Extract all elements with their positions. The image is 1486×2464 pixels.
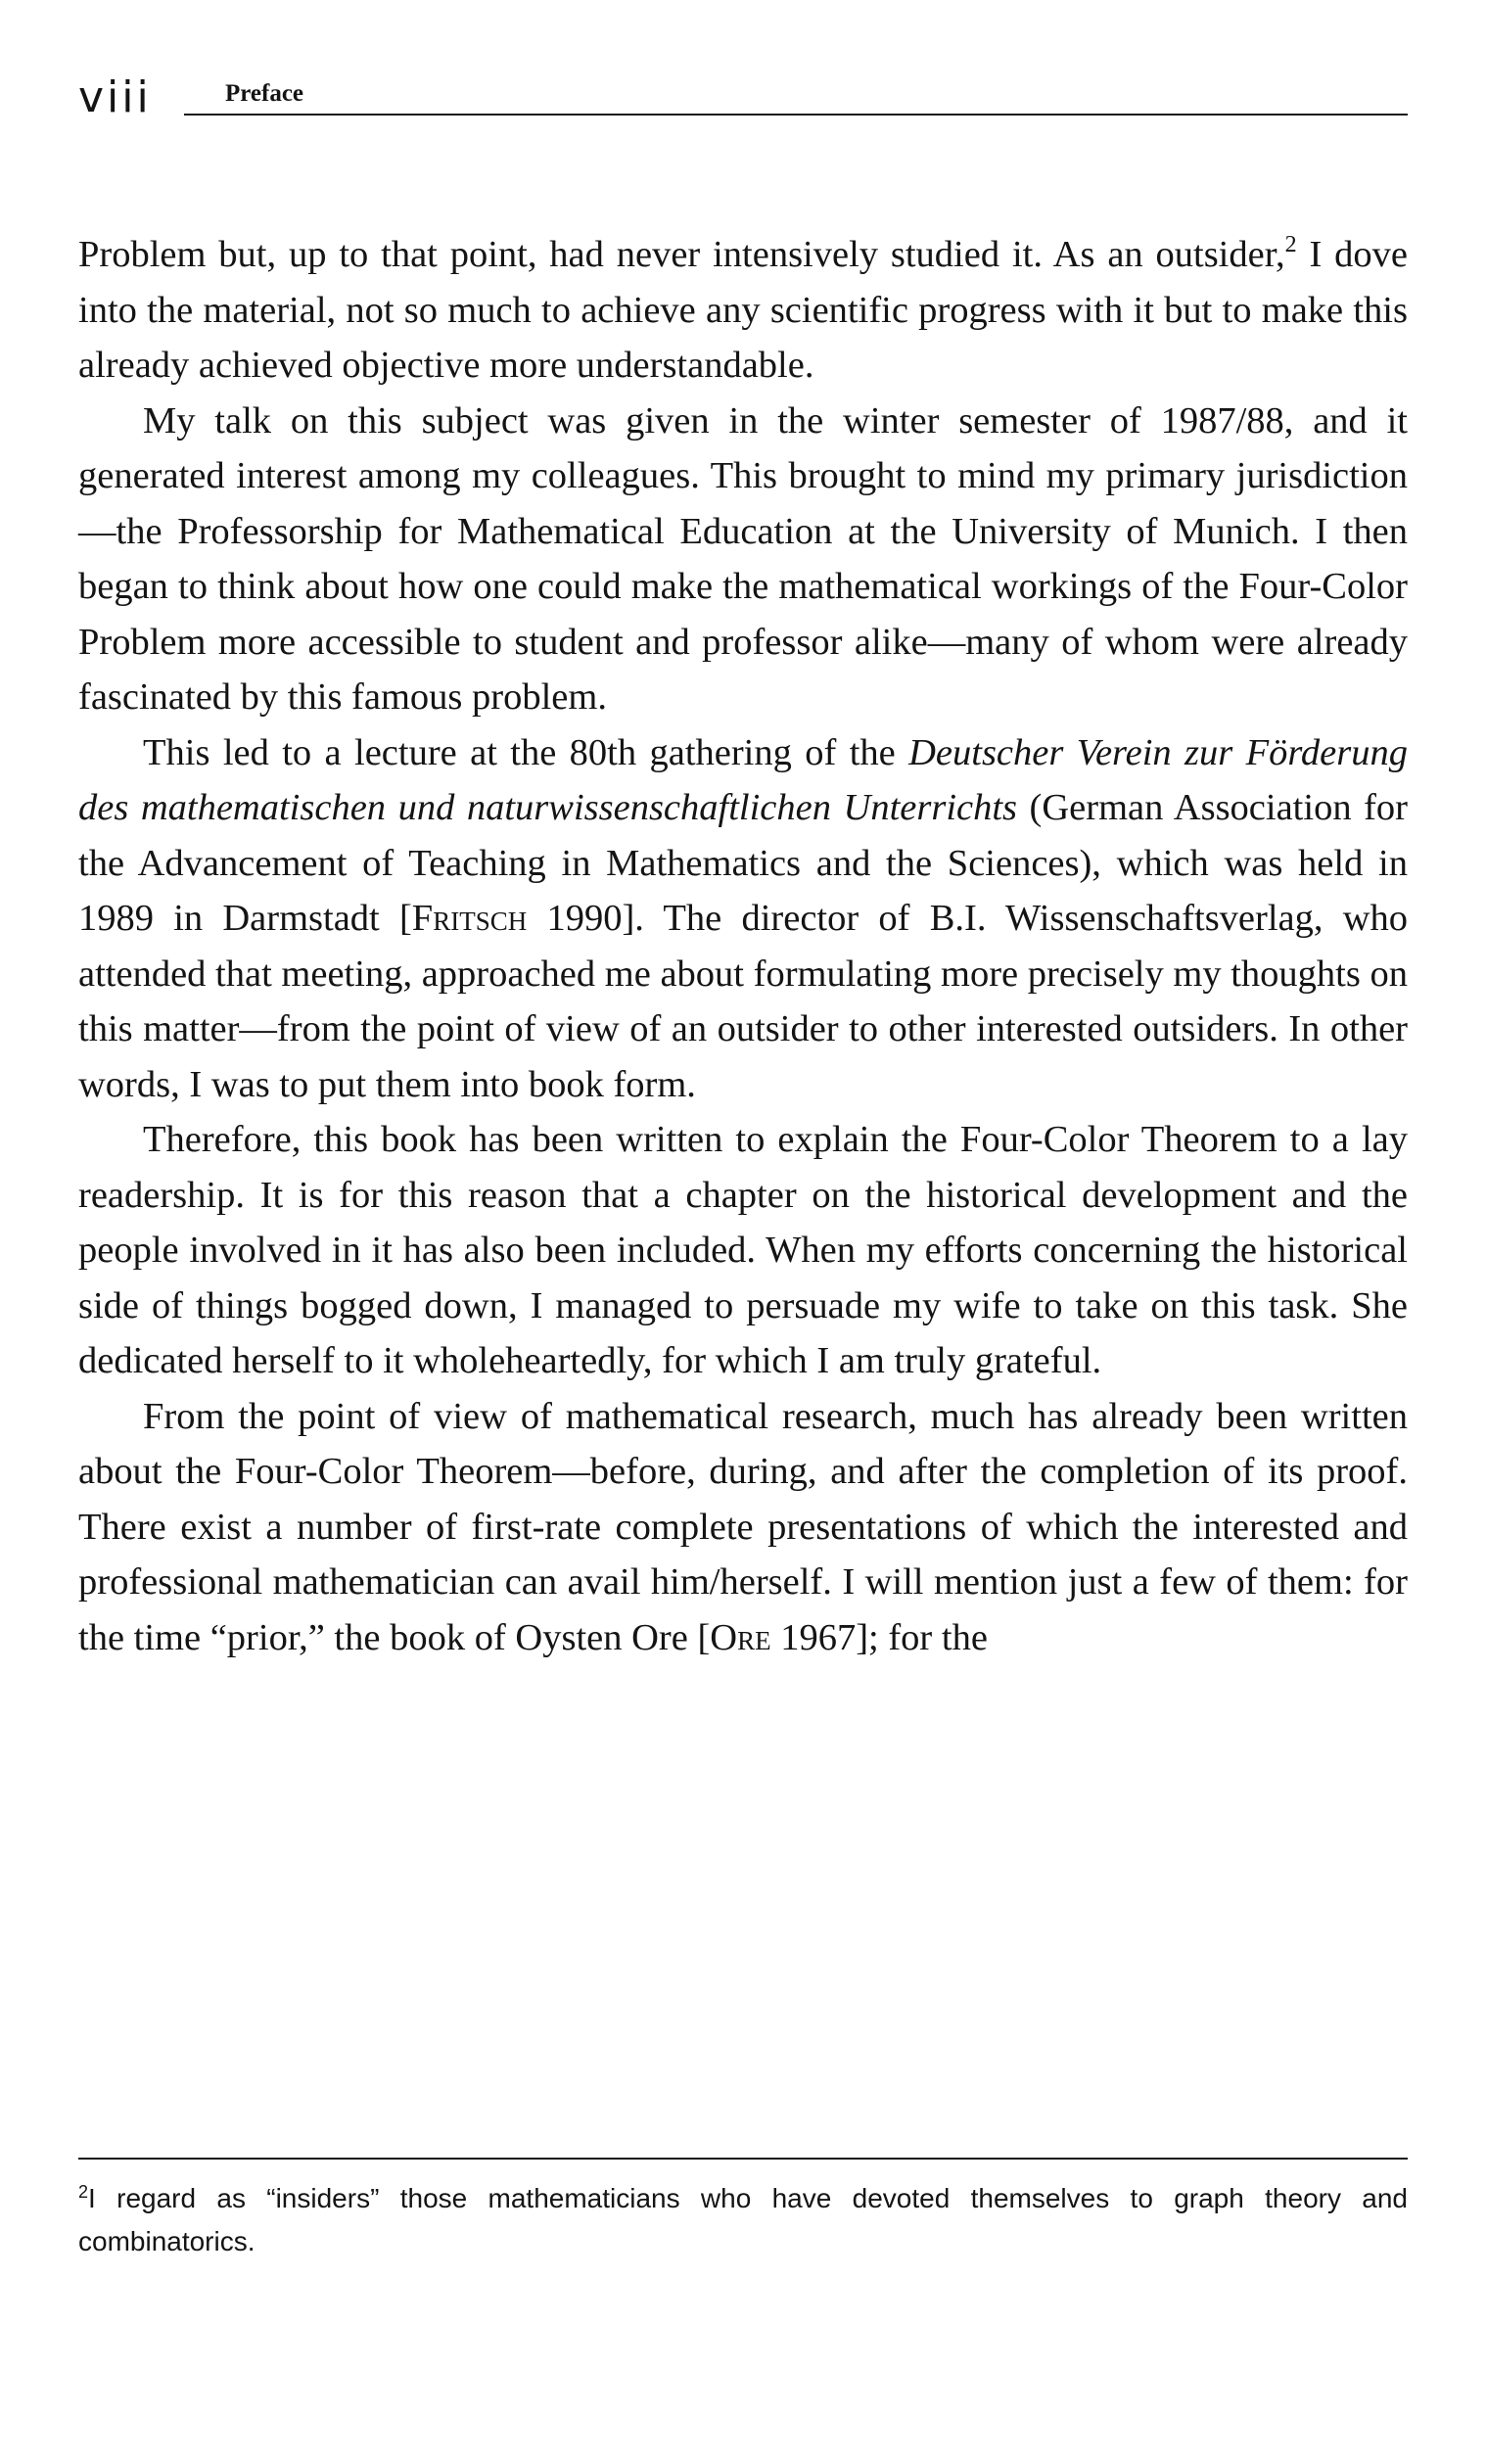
body-text: [78, 227, 1408, 1665]
paragraph-5: [78, 1389, 1408, 1666]
book-page: [78, 0, 1408, 2464]
footnote-mark: 2: [78, 2182, 89, 2202]
paragraph-3-text-c: ]. The director of B.I. Wissenschaftsverlag, who attended that meeting, approached me about formulating more precisely my thoughts on this matter—from the point of view of an outsider to other interested outsiders. In other words, I was to put them into book form.: [78, 898, 1409, 1105]
footnote: [78, 2177, 1408, 2263]
paragraph-3: [78, 725, 1408, 1113]
paragraph-5-text-b: ]; for the: [856, 1616, 988, 1658]
footnote-rule: [78, 2158, 1408, 2160]
footnote-reference: 2: [1284, 232, 1297, 257]
header-rule: [184, 114, 1408, 116]
society-name-italic: Deutscher Verein zur Förderung des mathematischen und naturwissenschaftlichen Unterrichts: [78, 731, 1408, 828]
paragraph-1: [78, 227, 1408, 394]
page-number: viii: [78, 72, 152, 122]
running-head: [78, 72, 1408, 129]
citation-author: Fritsch: [411, 898, 528, 939]
citation-year: 1990: [527, 898, 623, 939]
citation-year: 1967: [770, 1616, 857, 1658]
paragraph-1-text-b: I dove into the material, not so much to achieve any scientific progress with it but to make this already achieved objective more understandable.: [78, 234, 1408, 386]
paragraph-3-text-a: This led to a lecture at the 80th gathering of the: [143, 731, 909, 773]
paragraph-5-text-a: From the point of view of mathematical research, much has already been written about the Four-Color Theorem—before, during, and after the completion of its proof. There exist a number of first-rate complete presentations of which the interested and professional mathematician can avail him/herself. I will mention just a few of them: for the time “prior,” the book of Oysten Ore [: [78, 1395, 1408, 1658]
running-title: Preface: [225, 80, 304, 107]
paragraph-4: Therefore, this book has been written to explain the Four-Color Theorem to a lay readership. It is for this reason that a chapter on the historical development and the people involved in it has also been included. When my efforts concerning the historical side of things bogged down, I managed to persuade my wife to take on this task. She dedicated herself to it wholeheartedly, for which I am truly grateful.: [78, 1119, 1408, 1381]
paragraph-1-text-a: Problem but, up to that point, had never intensively studied it. As an outsider,: [78, 234, 1285, 275]
footnote-text: I regard as “insiders” those mathematicians who have devoted themselves to graph theory and combinatorics.: [78, 2183, 1408, 2256]
citation-author: Ore: [710, 1616, 771, 1658]
paragraph-2: My talk on this subject was given in the winter semester of 1987/88, and it generated interest among my colleagues. This brought to mind my primary jurisdiction—the Professorship for Mathematical Education at the University of Munich. I then began to think about how one could make the mathematical workings of the Four-Color Problem more accessible to student and professor alike—many of whom were already fascinated by this famous problem.: [78, 399, 1408, 718]
paragraph-3-text-b: (German Association for the Advancement of Teaching in Mathematics and the Sciences), which was held in 1989 in Darmstadt [: [78, 787, 1408, 939]
